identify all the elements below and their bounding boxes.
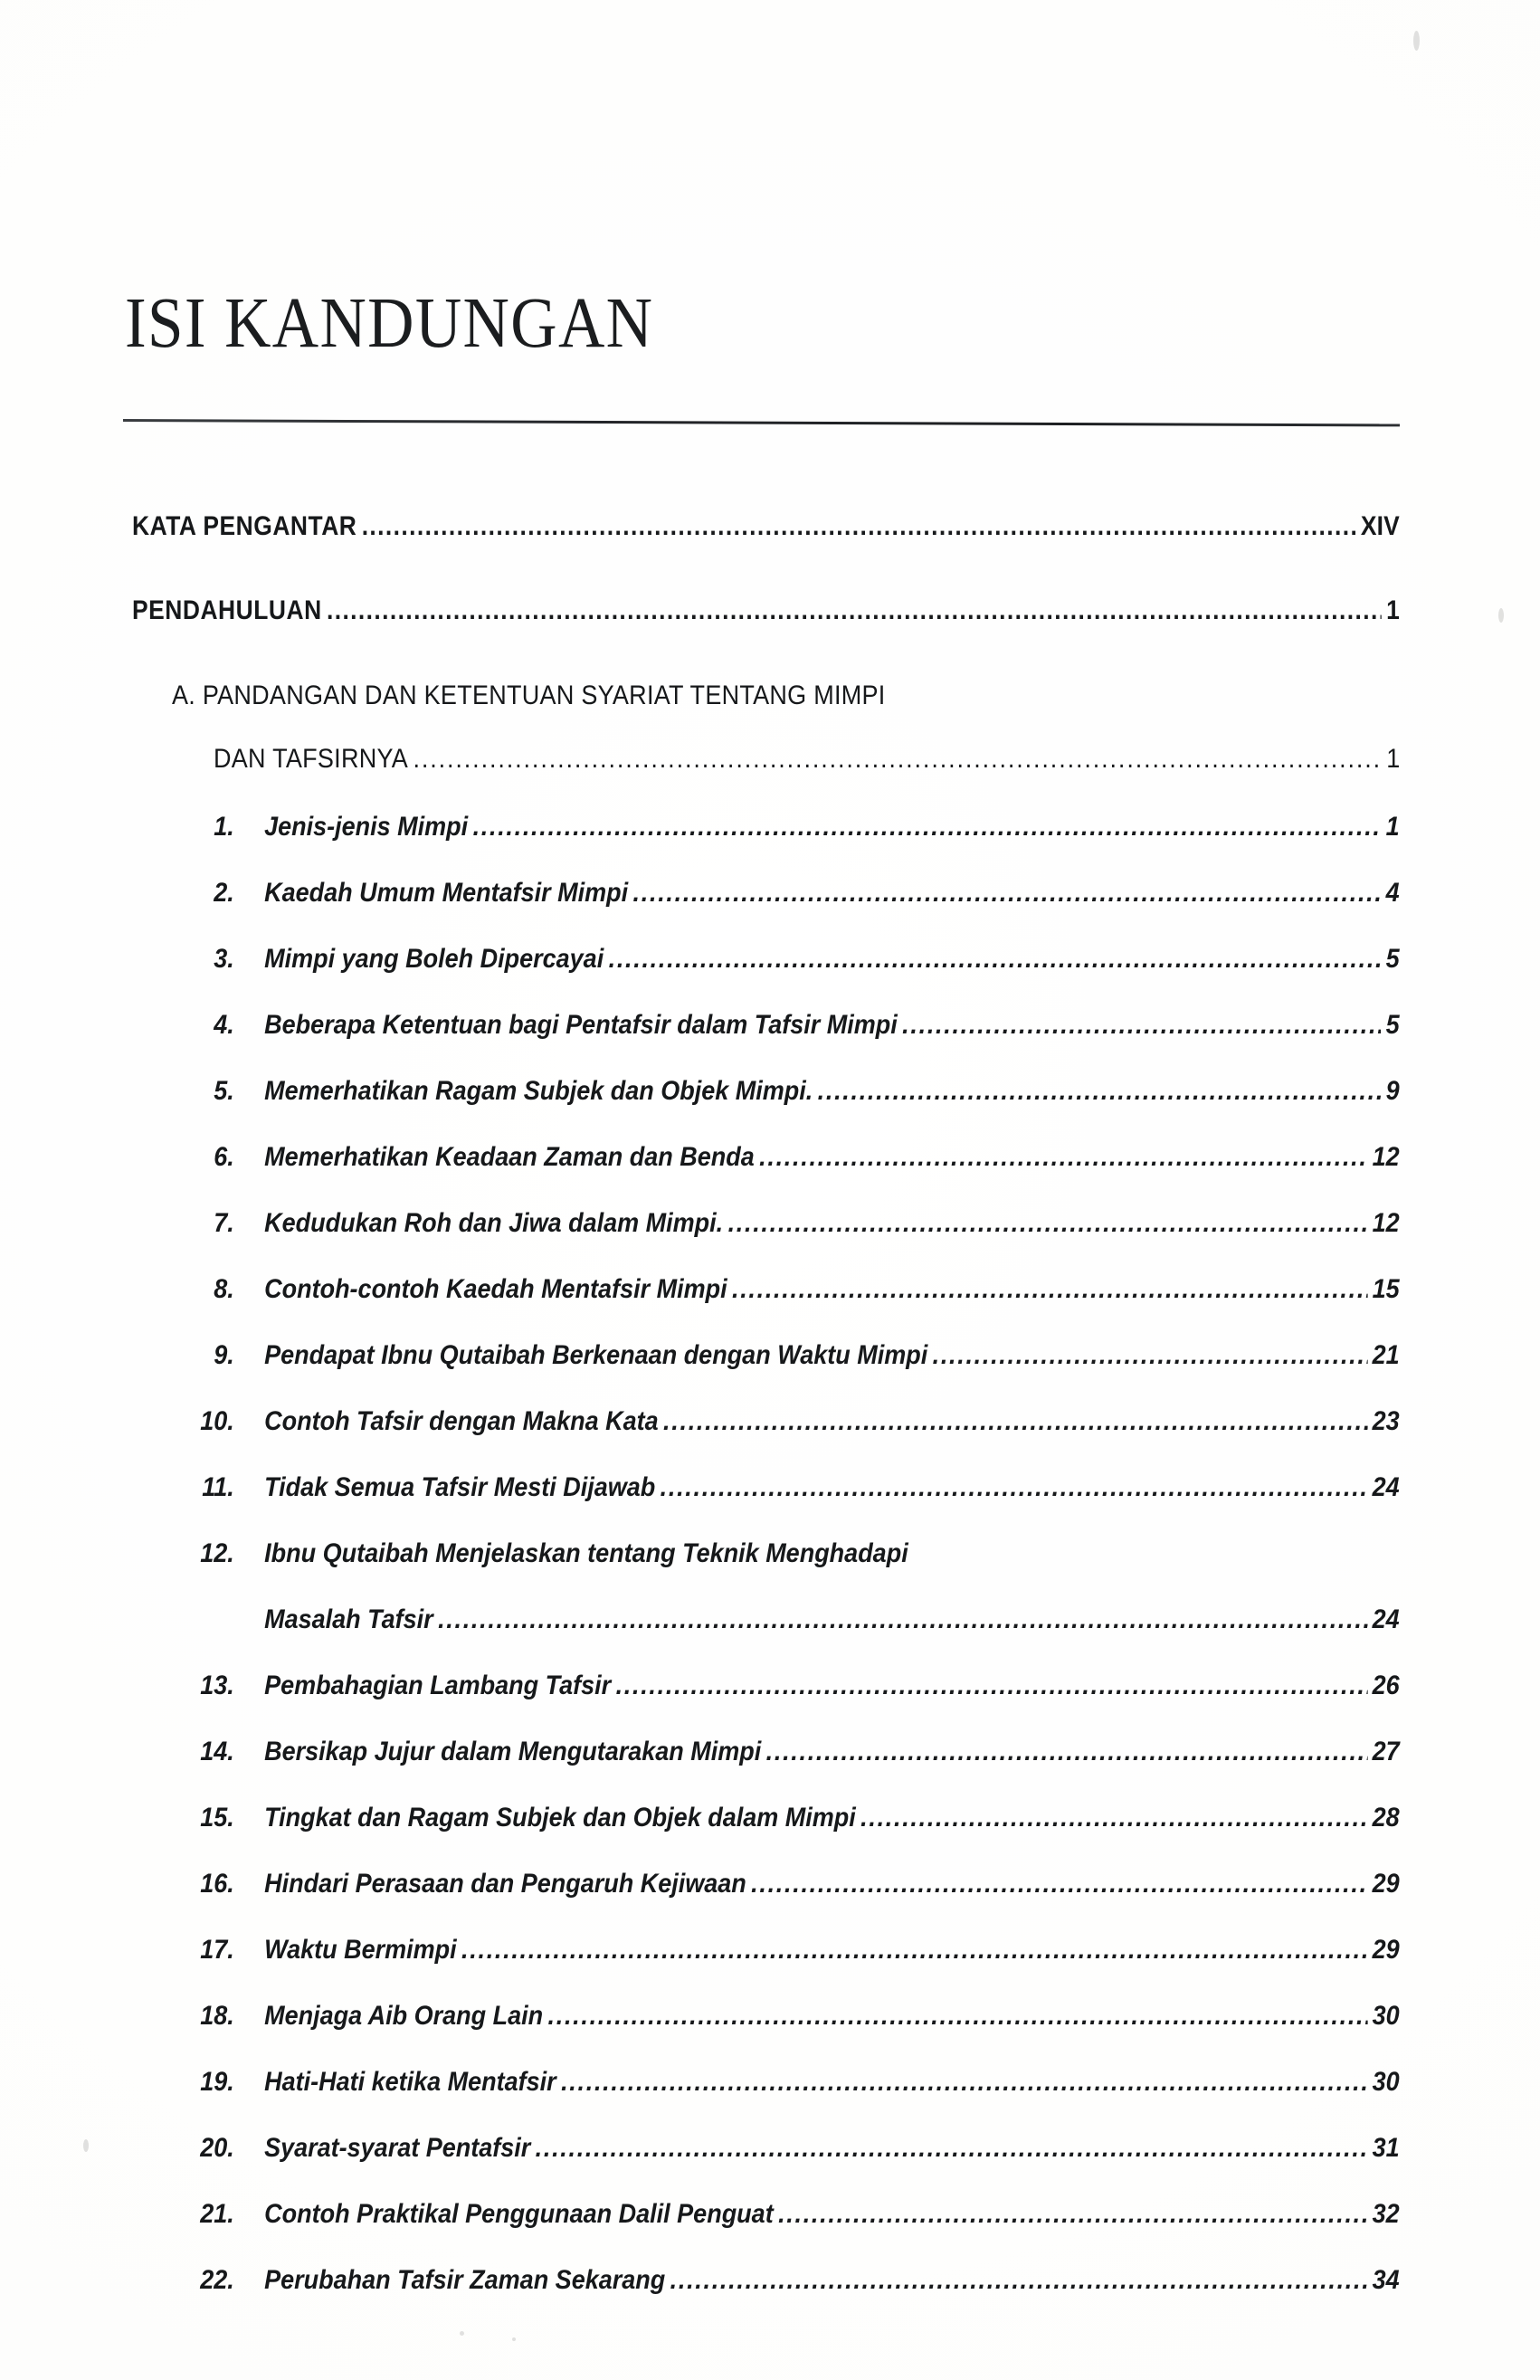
- toc-item-page: 5: [1385, 1010, 1400, 1040]
- toc-item-3[interactable]: [176, 944, 1400, 975]
- toc-item-11[interactable]: [176, 1472, 1400, 1503]
- toc-entry-page: 1: [1386, 595, 1400, 625]
- toc-item-16[interactable]: [176, 1869, 1400, 1899]
- toc-item-6[interactable]: [176, 1142, 1400, 1173]
- toc-item-9[interactable]: [176, 1340, 1400, 1371]
- toc-item-label: Ibnu Qutaibah Menjelaskan tentang Teknik Menghadapi: [264, 1538, 908, 1568]
- dot-leader: [536, 2133, 1368, 2164]
- toc-item-number: 5.: [214, 1076, 234, 1106]
- toc-entry-page: XIV: [1360, 511, 1400, 541]
- dot-leader: [413, 744, 1381, 775]
- dot-leader: [461, 1935, 1367, 1966]
- toc-item-number: 18.: [200, 2001, 234, 2031]
- toc-item-label: Syarat-syarat Pentafsir: [264, 2133, 531, 2163]
- dot-leader: [438, 1604, 1367, 1635]
- dot-leader: [860, 1803, 1367, 1833]
- toc-entry-pendahuluan[interactable]: [132, 595, 1400, 626]
- dot-leader: [732, 1274, 1367, 1305]
- toc-item-number: 21.: [200, 2199, 234, 2229]
- toc-item-13[interactable]: [176, 1671, 1400, 1701]
- dot-leader: [818, 1076, 1382, 1107]
- toc-item-page: 26: [1372, 1671, 1400, 1700]
- toc-item-12-continued[interactable]: [176, 1604, 1400, 1635]
- dot-leader: [661, 1472, 1368, 1503]
- toc-item-number: 17.: [200, 1935, 234, 1965]
- page-title: ISI KANDUNGAN: [125, 284, 654, 363]
- toc-section-label: A. PANDANGAN DAN KETENTUAN SYARIAT TENTANG MIMPI: [172, 681, 886, 710]
- toc-item-14[interactable]: [176, 1737, 1400, 1767]
- toc-item-page: 9: [1385, 1076, 1400, 1106]
- toc-item-number: 4.: [214, 1010, 234, 1040]
- toc-item-number: 12.: [200, 1538, 234, 1568]
- toc-item-label: Waktu Bermimpi: [264, 1935, 457, 1965]
- toc-item-page: 24: [1372, 1604, 1400, 1634]
- toc-item-page: 12: [1372, 1142, 1400, 1172]
- toc-item-page: 24: [1372, 1472, 1400, 1502]
- toc-item-label: Memerhatikan Keadaan Zaman dan Benda: [264, 1142, 755, 1172]
- toc-item-5[interactable]: [176, 1076, 1400, 1107]
- dot-leader: [609, 944, 1382, 975]
- toc-item-page: 21: [1372, 1340, 1400, 1370]
- toc-item-page: 12: [1372, 1208, 1400, 1238]
- toc-item-number: 11.: [202, 1472, 234, 1502]
- toc-item-page: 15: [1372, 1274, 1400, 1304]
- toc-item-label: Memerhatikan Ragam Subjek dan Objek Mimpi.: [264, 1076, 813, 1106]
- dot-leader: [633, 878, 1382, 909]
- dot-leader: [561, 2067, 1367, 2098]
- scan-speckle: [1413, 31, 1420, 51]
- toc-item-page: 27: [1372, 1737, 1400, 1766]
- toc-item-label: Bersikap Jujur dalam Mengutarakan Mimpi: [264, 1737, 762, 1766]
- toc-item-page: 28: [1372, 1803, 1400, 1833]
- toc-entry-kata-pengantar[interactable]: [132, 511, 1400, 542]
- dot-leader: [902, 1010, 1381, 1041]
- toc-section-page: 1: [1386, 744, 1401, 774]
- toc-item-12[interactable]: [176, 1538, 1400, 1569]
- toc-item-number: 9.: [214, 1340, 234, 1370]
- scan-speckle: [83, 2139, 89, 2152]
- toc-item-label: Tingkat dan Ragam Subjek dan Objek dalam Mimpi: [264, 1803, 856, 1833]
- dot-leader: [663, 1406, 1367, 1437]
- toc-item-22[interactable]: [176, 2265, 1400, 2296]
- scan-speckle: [460, 2331, 464, 2336]
- toc-item-label: Hindari Perasaan dan Pengaruh Kejiwaan: [264, 1869, 746, 1899]
- toc-item-label: Pendapat Ibnu Qutaibah Berkenaan dengan Waktu Mimpi: [264, 1340, 928, 1370]
- toc-item-number: 2.: [214, 878, 234, 908]
- dot-leader: [473, 812, 1382, 843]
- toc-item-page: 32: [1372, 2199, 1400, 2229]
- toc-item-label: Contoh Tafsir dengan Makna Kata: [264, 1406, 659, 1436]
- toc-section-a-line1[interactable]: [172, 681, 1400, 711]
- toc-item-label: Beberapa Ketentuan bagi Pentafsir dalam Tafsir Mimpi: [264, 1010, 898, 1040]
- toc-item-20[interactable]: [176, 2133, 1400, 2164]
- dot-leader: [548, 2001, 1368, 2032]
- toc-item-number: 14.: [200, 1737, 234, 1766]
- toc-item-label: Kedudukan Roh dan Jiwa dalam Mimpi.: [264, 1208, 724, 1238]
- toc-item-number: 22.: [200, 2265, 234, 2295]
- toc-item-number: 15.: [200, 1803, 234, 1833]
- toc-item-21[interactable]: [176, 2199, 1400, 2230]
- toc-item-page: 31: [1372, 2133, 1400, 2163]
- scan-speckle: [512, 2337, 516, 2341]
- toc-item-label: Perubahan Tafsir Zaman Sekarang: [264, 2265, 666, 2295]
- toc-item-number: 6.: [214, 1142, 234, 1172]
- toc-item-2[interactable]: [176, 878, 1400, 909]
- toc-item-number: 19.: [200, 2067, 234, 2097]
- toc-item-page: 29: [1372, 1935, 1400, 1965]
- toc-item-page: 30: [1372, 2001, 1400, 2031]
- toc-entry-label: PENDAHULUAN: [132, 595, 322, 625]
- dot-leader: [933, 1340, 1368, 1371]
- toc-item-page: 30: [1372, 2067, 1400, 2097]
- toc-item-1[interactable]: [176, 812, 1400, 843]
- toc-item-page: 5: [1385, 944, 1400, 974]
- toc-item-number: 20.: [200, 2133, 234, 2163]
- dot-leader: [778, 2199, 1367, 2230]
- toc-item-number: 3.: [214, 944, 234, 974]
- dot-leader: [670, 2265, 1368, 2296]
- toc-item-page: 23: [1372, 1406, 1400, 1436]
- toc-item-number: 7.: [214, 1208, 234, 1238]
- toc-item-number: 16.: [200, 1869, 234, 1899]
- toc-item-label: Contoh-contoh Kaedah Mentafsir Mimpi: [264, 1274, 727, 1304]
- dot-leader: [327, 595, 1382, 626]
- dot-leader: [616, 1671, 1368, 1701]
- toc-item-page: 4: [1385, 878, 1400, 908]
- toc-item-number: 1.: [214, 812, 234, 842]
- toc-item-15[interactable]: [176, 1803, 1400, 1833]
- toc-item-page: 1: [1385, 812, 1400, 842]
- dot-leader: [759, 1142, 1367, 1173]
- toc-item-8[interactable]: [176, 1274, 1400, 1305]
- scan-speckle: [1498, 608, 1504, 623]
- toc-item-label-continued: Masalah Tafsir: [264, 1604, 433, 1634]
- toc-item-10[interactable]: [176, 1406, 1400, 1437]
- toc-item-label: Mimpi yang Boleh Dipercayai: [264, 944, 604, 974]
- toc-item-7[interactable]: [176, 1208, 1400, 1239]
- dot-leader: [728, 1208, 1368, 1239]
- toc-item-19[interactable]: [176, 2067, 1400, 2098]
- toc-item-label: Jenis-jenis Mimpi: [264, 812, 469, 842]
- toc-item-number: 13.: [200, 1671, 234, 1700]
- toc-item-page: 34: [1372, 2265, 1400, 2295]
- toc-section-a-line2[interactable]: [214, 744, 1400, 775]
- toc-item-label: Tidak Semua Tafsir Mesti Dijawab: [264, 1472, 656, 1502]
- toc-item-label: Kaedah Umum Mentafsir Mimpi: [264, 878, 629, 908]
- toc-item-label: Hati-Hati ketika Mentafsir: [264, 2067, 556, 2097]
- toc-item-17[interactable]: [176, 1935, 1400, 1966]
- toc-item-number: 8.: [214, 1274, 234, 1304]
- toc-item-18[interactable]: [176, 2001, 1400, 2032]
- toc-section-label-continued: DAN TAFSIRNYA: [214, 744, 409, 774]
- dot-leader: [766, 1737, 1368, 1767]
- toc-item-label: Contoh Praktikal Penggunaan Dalil Penguat: [264, 2199, 774, 2229]
- dot-leader: [362, 511, 1356, 542]
- dot-leader: [751, 1869, 1367, 1899]
- toc-item-number: 10.: [200, 1406, 234, 1436]
- title-divider: [123, 419, 1400, 426]
- toc-item-label: Menjaga Aib Orang Lain: [264, 2001, 544, 2031]
- toc-item-page: 29: [1372, 1869, 1400, 1899]
- toc-entry-label: KATA PENGANTAR: [132, 511, 357, 541]
- toc-item-4[interactable]: [176, 1010, 1400, 1041]
- toc-item-label: Pembahagian Lambang Tafsir: [264, 1671, 612, 1700]
